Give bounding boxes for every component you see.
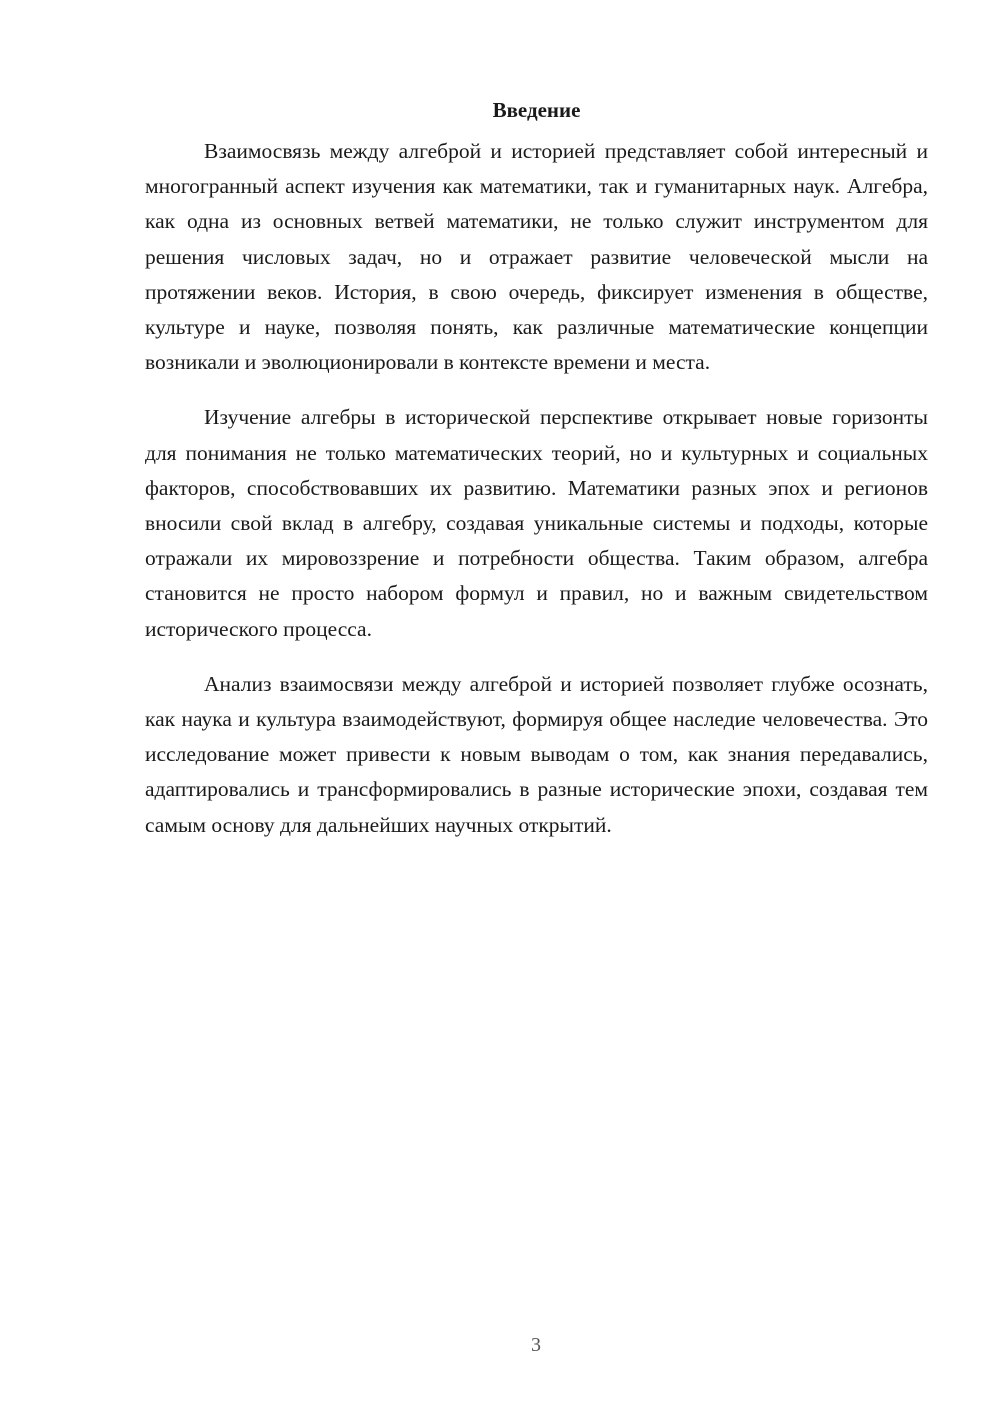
document-page: [145, 92, 928, 863]
paragraph-2: Изучение алгебры в исторической перспективе открывает новые горизонты для понимания не только математических теорий, но и культурных и социальных факторов, способствовавших их развитию. Математики разных эпох и регионов вносили свой вклад в алгебру, создавая уникальные системы и подходы, которые отражали их мировоззрение и потребности общества. Таким образом, алгебра становится не просто набором формул и правил, но и важным свидетельством исторического процесса.: [145, 405, 928, 641]
paragraph-3: Анализ взаимосвязи между алгеброй и историей позволяет глубже осознать, как наука и культура взаимодействуют, формируя общее наследие человечества. Это исследование может привести к новым выводам о том, как знания передавались, адаптировались и трансформировались в разные исторические эпохи, создавая тем самым основу для дальнейших научных открытий.: [145, 671, 928, 837]
paragraph-1: Взаимосвязь между алгеброй и историей представляет собой интересный и многогранный аспект изучения как математики, так и гуманитарных наук. Алгебра, как одна из основных ветвей математики, не только служит инструментом для решения числовых задач, но и отражает развитие человеческой мысли на протяжении веков. История, в свою очередь, фиксирует изменения в обществе, культуре и науке, позволяя понять, как различные математические концепции возникали и эволюционировали в контексте времени и места.: [145, 139, 928, 375]
section-heading: Введение: [492, 98, 581, 122]
page-number: 3: [531, 1334, 541, 1356]
